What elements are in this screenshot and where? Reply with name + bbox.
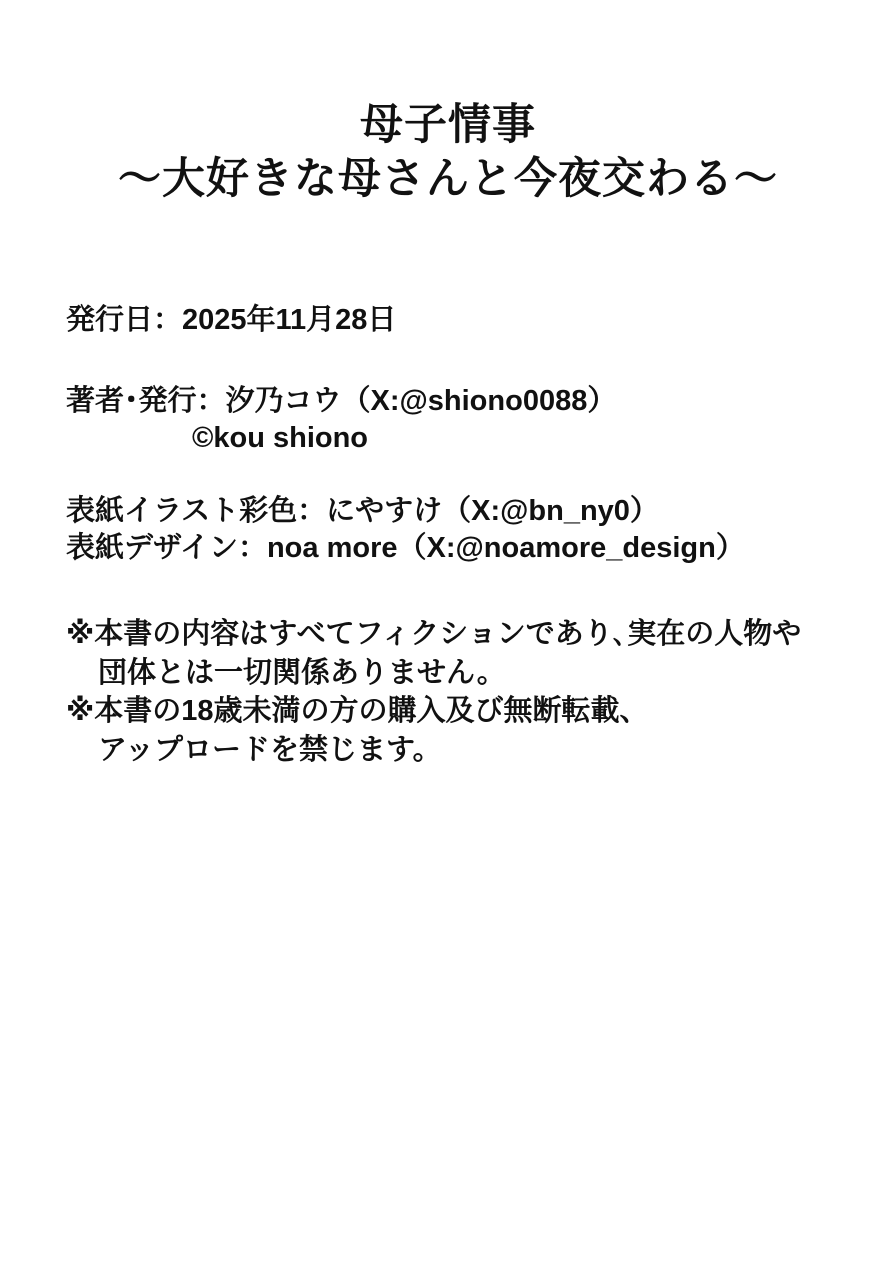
book-title-main: 母子情事 xyxy=(360,101,536,149)
cover-design-credit: 表紙デザイン：noa more（X:@noamore_design） xyxy=(66,531,745,564)
publication-date: 発行日：2025年11月28日 xyxy=(66,304,397,337)
cover-credits-group xyxy=(66,493,856,567)
cover-illustration-credit: 表紙イラスト彩色：にやすけ（X:@bn_ny0） xyxy=(66,495,659,528)
book-title-subtitle: ～大好きな母さんと今夜交わる～ xyxy=(118,155,778,204)
disclaimer-line: 団体とは一切関係ありません。 xyxy=(98,656,506,689)
disclaimer-line: アップロードを禁じます。 xyxy=(98,734,442,767)
publication-info xyxy=(66,302,856,770)
disclaimer-line: ※本書の内容はすべてフィクションであり､実在の人物や xyxy=(66,617,802,650)
author-publisher-line: 著者･発行：汐乃コウ（X:@shiono0088） xyxy=(66,385,617,418)
disclaimer-block xyxy=(66,615,856,770)
author-publisher-group xyxy=(66,383,856,457)
book-title-block xyxy=(0,0,896,206)
disclaimer-line: ※本書の18歳未満の方の購入及び無断転載、 xyxy=(66,695,649,728)
copyright-line: ©kou shiono xyxy=(192,422,369,455)
